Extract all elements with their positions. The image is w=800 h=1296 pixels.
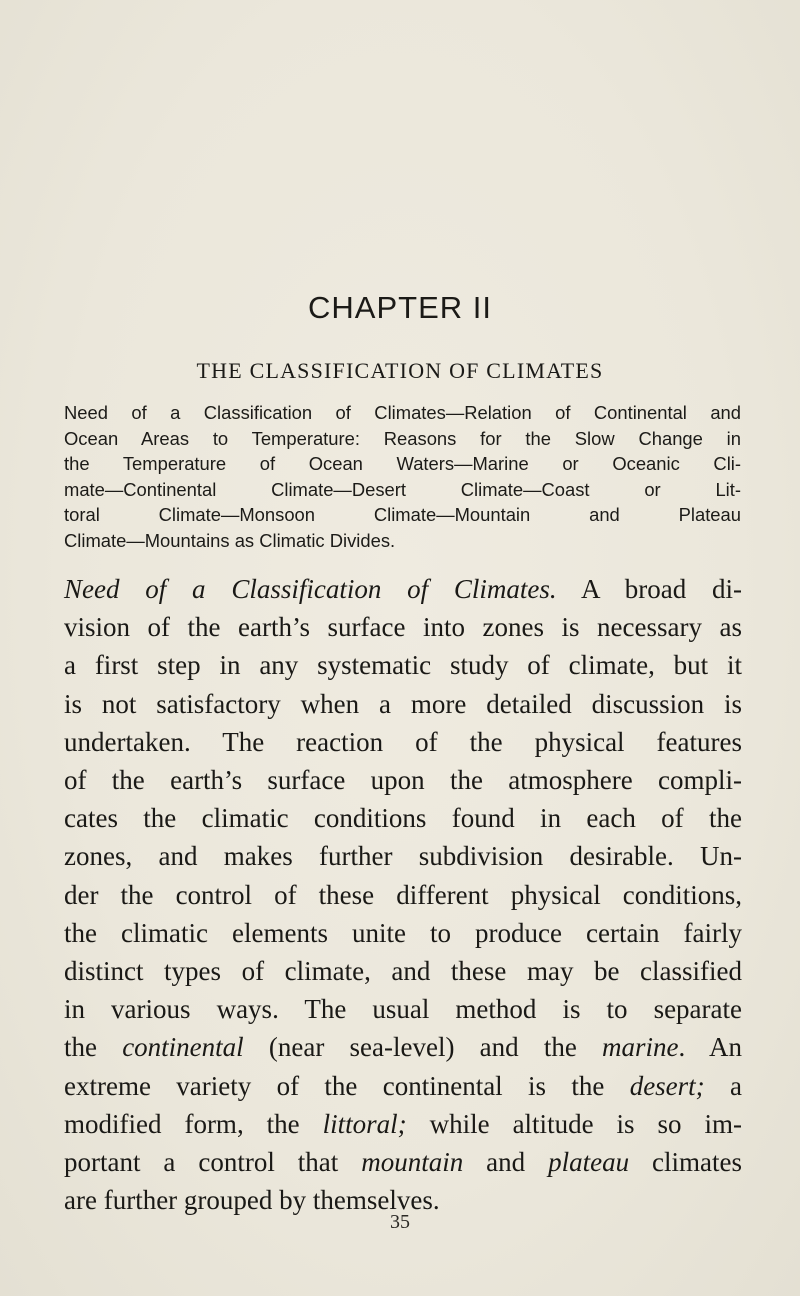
body-line-text: (near sea-level) and the xyxy=(243,1032,603,1063)
body-line: is not satisfactory when a more detailed discussion is xyxy=(64,688,742,719)
body-paragraph xyxy=(64,570,742,1219)
body-line: are further grouped by themselves. xyxy=(64,1185,440,1216)
body-line-text: a xyxy=(704,1070,742,1101)
section-heading: Need of a Classification of Climates. xyxy=(64,574,557,604)
body-line: undertaken. The reaction of the physical features xyxy=(64,726,742,757)
body-line-text: portant a control that xyxy=(64,1147,362,1178)
chapter-summary xyxy=(64,400,741,553)
body-line xyxy=(64,570,742,608)
page-number: 35 xyxy=(390,1211,410,1233)
body-line-text: extreme variety of the continental is the xyxy=(64,1070,630,1101)
body-line-text: . An xyxy=(678,1032,742,1063)
summary-line: Ocean Areas to Temperature: Reasons for the Slow Change in xyxy=(64,427,741,449)
term-mountain: mountain xyxy=(361,1147,464,1178)
term-plateau: plateau xyxy=(548,1147,630,1178)
body-line-text: the xyxy=(64,1032,123,1063)
term-marine: marine xyxy=(602,1032,679,1063)
body-line xyxy=(64,1143,742,1181)
body-line: der the control of these different physical conditions, xyxy=(64,879,742,910)
summary-line: Climate—Mountains as Climatic Divides. xyxy=(64,529,396,551)
body-line: zones, and makes further subdivision desirable. Un- xyxy=(64,841,742,872)
body-line: distinct types of climate, and these may be classified xyxy=(64,956,742,987)
chapter-subtitle: THE CLASSIFICATION OF CLIMATES xyxy=(196,358,604,383)
body-line-text: climates xyxy=(629,1147,743,1178)
body-line: cates the climatic conditions found in each of the xyxy=(64,803,742,834)
body-line: of the earth’s surface upon the atmosphere compli- xyxy=(64,765,742,796)
body-line xyxy=(64,1067,742,1105)
term-continental: continental xyxy=(122,1032,244,1063)
body-line-text: and xyxy=(463,1147,549,1178)
body-line xyxy=(64,1105,742,1143)
body-line: vision of the earth’s surface into zones is necessary as xyxy=(64,612,742,643)
body-line-text: while altitude is so im- xyxy=(406,1108,742,1139)
chapter-title: CHAPTER II xyxy=(308,290,492,325)
summary-line: the Temperature of Ocean Waters—Marine or Oceanic Cli- xyxy=(64,453,741,474)
term-littoral: littoral; xyxy=(322,1108,407,1139)
body-line: in various ways. The usual method is to separate xyxy=(64,994,742,1025)
body-line xyxy=(64,1028,742,1066)
term-desert: desert; xyxy=(629,1070,705,1101)
body-line-text: modified form, the xyxy=(64,1108,323,1139)
summary-line: Need of a Classification of Climates—Relation of Continental and xyxy=(64,402,741,423)
body-line-text: A broad di- xyxy=(556,574,742,604)
summary-line: mate—Continental Climate—Desert Climate—Coast or Lit- xyxy=(64,478,741,500)
summary-line: toral Climate—Monsoon Climate—Mountain and Plateau xyxy=(64,504,741,525)
body-line: the climatic elements unite to produce certain fairly xyxy=(64,917,742,948)
body-line: a first step in any systematic study of climate, but it xyxy=(64,650,742,681)
